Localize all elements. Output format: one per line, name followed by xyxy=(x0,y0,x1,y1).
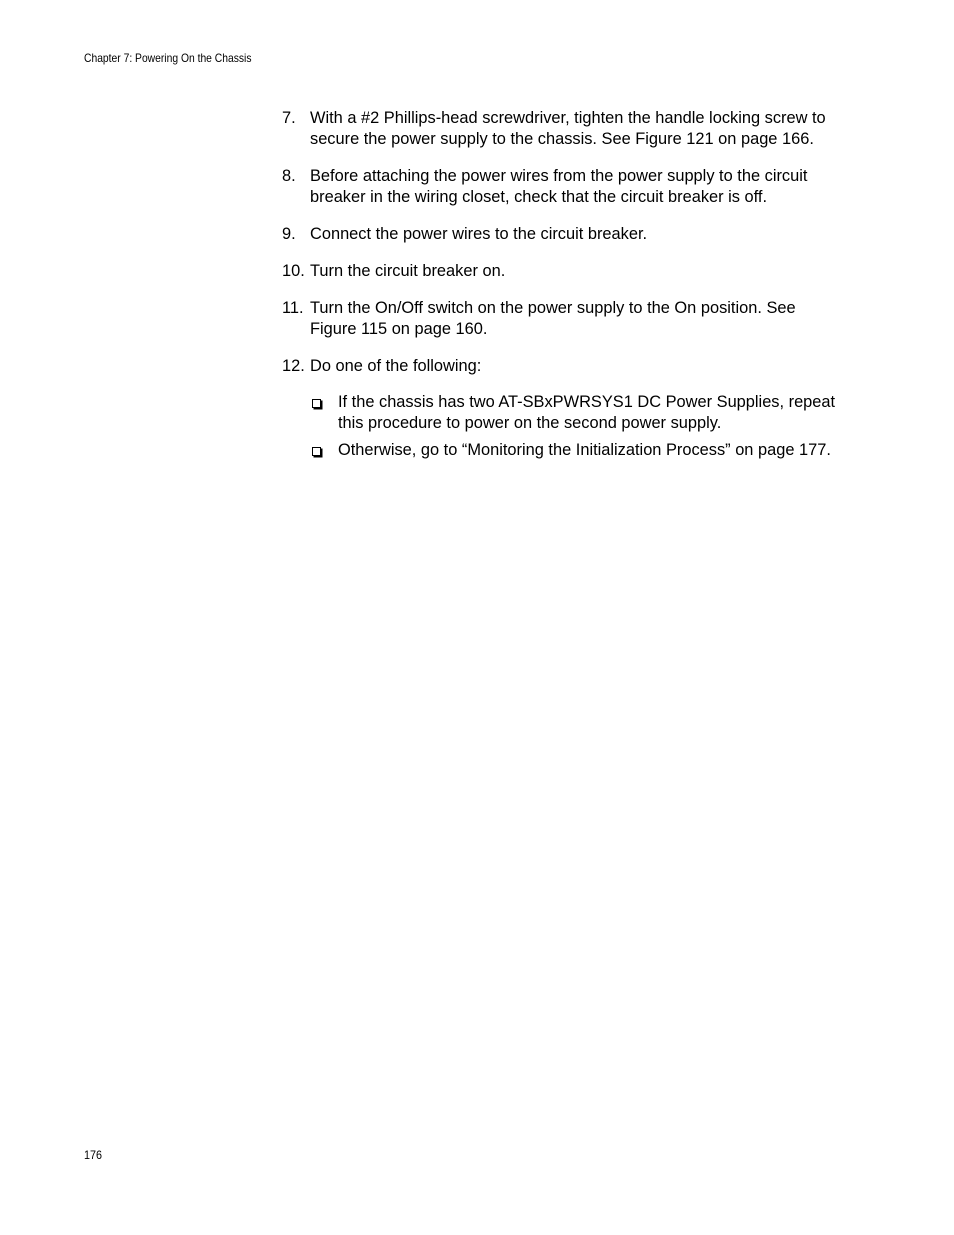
step-number: 11. xyxy=(282,299,304,317)
step-item xyxy=(282,261,842,282)
procedure-steps xyxy=(282,108,842,467)
step-item xyxy=(282,224,842,245)
running-header: Chapter 7: Powering On the Chassis xyxy=(84,51,252,65)
page-number: 176 xyxy=(84,1148,103,1162)
step-text: Turn the circuit breaker on. xyxy=(310,262,506,280)
step-item xyxy=(282,166,842,208)
list-item xyxy=(312,392,842,434)
checkbox-bullet-icon xyxy=(312,447,321,456)
step-text: Turn the On/Off switch on the power supply to the On position. See Figure 115 on page 160. xyxy=(310,299,796,338)
step-text: Connect the power wires to the circuit breaker. xyxy=(310,225,648,243)
step-number: 12. xyxy=(282,357,305,375)
step-text: Do one of the following: xyxy=(310,357,482,375)
step-number: 8. xyxy=(282,167,296,185)
step-text: Before attaching the power wires from the power supply to the circuit breaker in the wiring closet, check that the circuit breaker is off. xyxy=(310,167,808,206)
step-text: With a #2 Phillips-head screwdriver, tighten the handle locking screw to secure the power supply to the chassis. See Figure 121 on page 166. xyxy=(310,109,826,148)
step-number: 9. xyxy=(282,225,296,243)
step-number: 10. xyxy=(282,262,305,280)
bullet-text: Otherwise, go to “Monitoring the Initialization Process” on page 177. xyxy=(338,441,831,459)
bullet-text: If the chassis has two AT-SBxPWRSYS1 DC Power Supplies, repeat this procedure to power on the second power supply. xyxy=(338,393,836,432)
step-number: 7. xyxy=(282,109,296,127)
sub-options-list xyxy=(282,392,842,461)
step-item xyxy=(282,298,842,340)
step-item xyxy=(282,108,842,150)
checkbox-bullet-icon xyxy=(312,399,321,408)
list-item xyxy=(312,440,842,461)
step-item xyxy=(282,356,842,377)
